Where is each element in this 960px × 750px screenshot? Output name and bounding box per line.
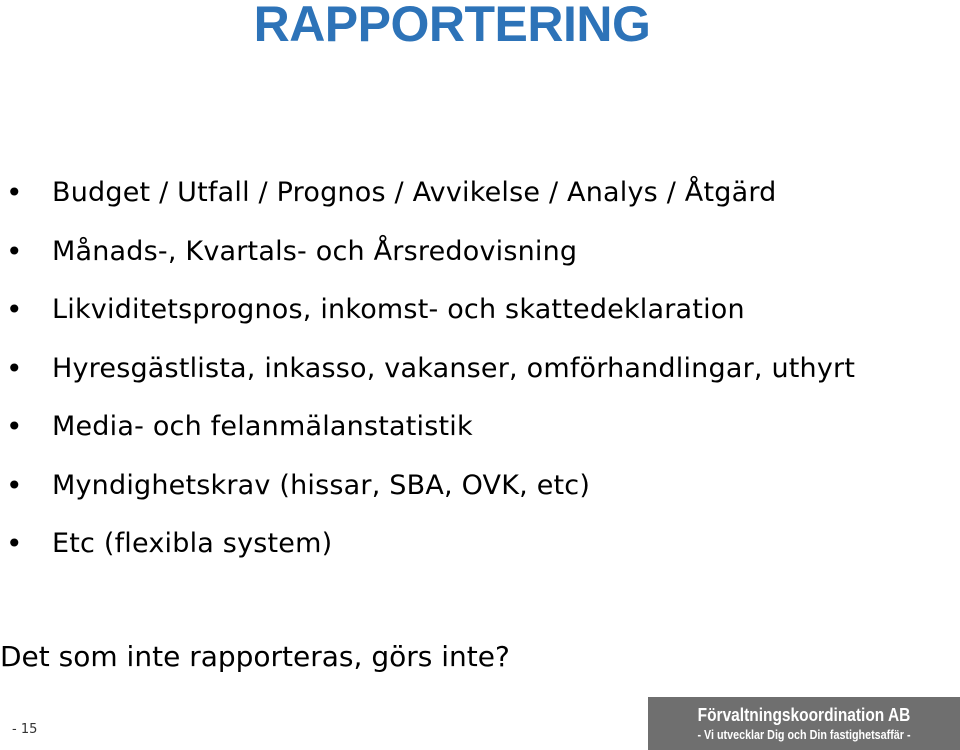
company-logo-banner	[648, 697, 960, 750]
bullet-marker: •	[6, 351, 23, 385]
bullet-text: Budget / Utfall / Prognos / Avvikelse / Analys / Åtgärd	[52, 177, 777, 209]
bullet-text: Myndighetskrav (hissar, SBA, OVK, etc)	[52, 469, 591, 501]
bullet-item-likviditet	[0, 281, 855, 340]
bullet-list	[0, 164, 855, 574]
bullet-item-budget	[0, 164, 855, 223]
page-number: - 15	[12, 722, 38, 737]
bullet-marker: •	[6, 527, 23, 561]
company-name: Förvaltningskoordination AB	[697, 705, 911, 725]
company-tagline: - Vi utvecklar Dig och Din fastighetsaffär -	[697, 728, 911, 742]
bullet-marker: •	[6, 293, 23, 327]
bullet-item-statistik	[0, 398, 855, 457]
slide-title: RAPPORTERING	[253, 0, 651, 52]
bullet-item-hyresgastlista	[0, 340, 855, 399]
bullet-marker: •	[6, 410, 23, 444]
bullet-item-myndighetskrav	[0, 457, 855, 516]
closing-question: Det som inte rapporteras, görs inte?	[0, 640, 510, 673]
bullet-text: Hyresgästlista, inkasso, vakanser, omförhandlingar, uthyrt	[52, 352, 856, 384]
bullet-text: Etc (flexibla system)	[52, 528, 333, 560]
bullet-item-etc	[0, 515, 855, 574]
bullet-marker: •	[6, 468, 23, 502]
bullet-marker: •	[6, 234, 23, 268]
bullet-text: Media- och felanmälanstatistik	[52, 411, 473, 443]
bullet-text: Likviditetsprognos, inkomst- och skattedeklaration	[52, 294, 745, 326]
bullet-marker: •	[6, 176, 23, 210]
bullet-item-arsredovisning	[0, 223, 855, 282]
bullet-text: Månads-, Kvartals- och Årsredovisning	[52, 235, 578, 267]
